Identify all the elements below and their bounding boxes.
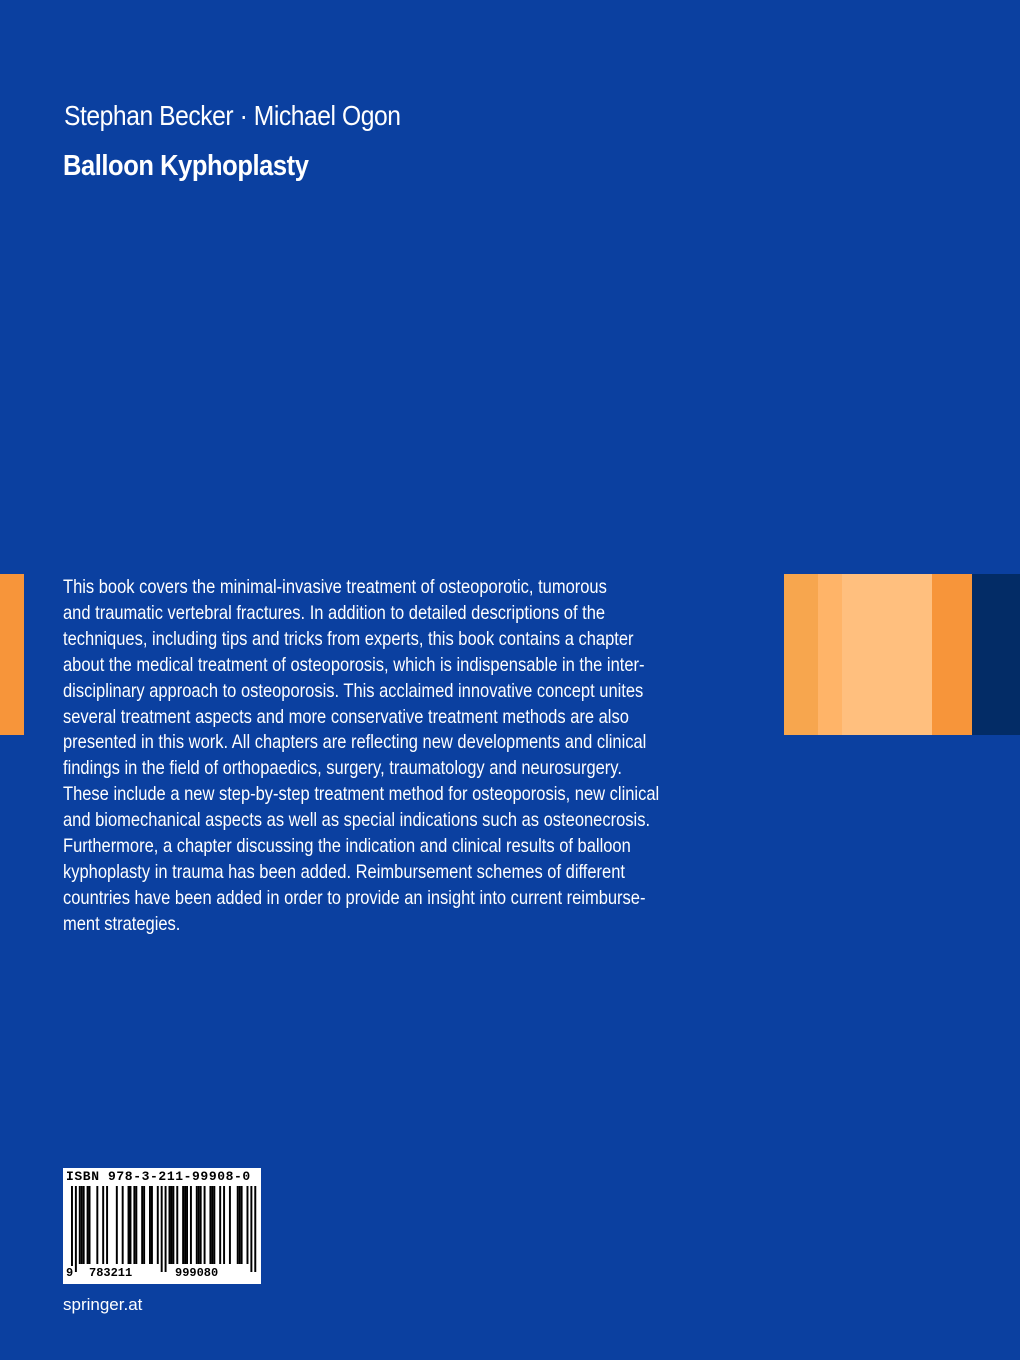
blurb-line: and biomechanical aspects as well as special indications such as osteonecrosis. — [63, 810, 651, 832]
isbn-barcode — [63, 1168, 261, 1284]
barcode-bar — [184, 1186, 186, 1264]
barcode-bar — [161, 1186, 163, 1272]
stripe-3 — [842, 574, 932, 735]
stripe-1 — [784, 574, 818, 735]
barcode-bar — [157, 1186, 159, 1264]
barcode-bar — [143, 1186, 145, 1264]
authors: Stephan Becker · Michael Ogon — [64, 100, 401, 131]
barcode-bar — [75, 1186, 77, 1272]
description-blurb — [63, 575, 682, 938]
blurb-line: countries have been added in order to provide an insight into current reimburse- — [63, 887, 646, 909]
blurb-line: These include a new step-by-step treatment method for osteoporosis, new clinical — [63, 784, 660, 806]
barcode-bar — [229, 1186, 231, 1264]
barcode-bar — [135, 1186, 137, 1264]
ean-left-group: 783211 — [89, 1266, 133, 1280]
barcode-bar — [182, 1186, 184, 1264]
barcode-bar — [169, 1186, 171, 1264]
barcode-bar — [211, 1186, 213, 1264]
barcode-bar — [151, 1186, 153, 1264]
barcode-bar — [71, 1186, 73, 1272]
ean-first-digit: 9 — [66, 1266, 74, 1280]
barcode-bar — [241, 1186, 243, 1264]
isbn-label: ISBN 978-3-211-99908-0 — [66, 1169, 251, 1184]
color-stripes — [784, 574, 1020, 735]
barcode-bar — [81, 1186, 83, 1264]
blurb-line: about the medical treatment of osteoporosis, which is indispensable in the inter- — [63, 654, 645, 676]
barcode-bar — [96, 1186, 98, 1264]
blurb-line: kyphoplasty in trauma has been added. Reimbursement schemes of different — [63, 861, 625, 883]
stripe-4 — [932, 574, 972, 735]
barcode-bar — [247, 1186, 249, 1264]
blurb-line: ment strategies. — [63, 913, 181, 935]
blurb-line: disciplinary approach to osteoporosis. This acclaimed innovative concept unites — [63, 680, 644, 702]
barcode-bar — [190, 1186, 192, 1264]
barcode-bar — [223, 1186, 225, 1264]
barcode-bar — [122, 1186, 124, 1264]
blurb-line: findings in the field of orthopaedics, surgery, traumatology and neurosurgery. — [63, 758, 622, 780]
blurb-line: techniques, including tips and tricks from experts, this book contains a chapter — [63, 628, 634, 650]
barcode-bar — [250, 1186, 252, 1272]
barcode-bar — [165, 1186, 167, 1272]
book-title: Balloon Kyphoplasty — [63, 150, 309, 182]
barcode-bar — [170, 1186, 172, 1264]
blurb-line: several treatment aspects and more conservative treatment methods are also — [63, 706, 629, 728]
barcode-bar — [87, 1186, 89, 1264]
blurb-line: This book covers the minimal-invasive treatment of osteoporotic, tumorous — [63, 577, 607, 598]
barcode-bar — [79, 1186, 81, 1264]
blurb-line: and traumatic vertebral fractures. In addition to detailed descriptions of the — [63, 602, 606, 624]
barcode-bar — [198, 1186, 200, 1264]
barcode-bar — [213, 1186, 215, 1264]
barcode-bar — [128, 1186, 130, 1264]
barcode-bar — [176, 1186, 178, 1264]
barcode-bar — [204, 1186, 206, 1264]
barcode-bar — [102, 1186, 104, 1264]
ean-right-group: 999080 — [175, 1266, 219, 1280]
barcode-bar — [254, 1186, 256, 1272]
barcode-bar — [186, 1186, 188, 1264]
barcode-bar — [141, 1186, 143, 1264]
barcode-bar — [237, 1186, 239, 1264]
stripe-2 — [818, 574, 842, 735]
barcode-bar — [172, 1186, 174, 1264]
barcode-bar — [133, 1186, 135, 1264]
barcode-bar — [83, 1186, 85, 1264]
blurb-line: Furthermore, a chapter discussing the indication and clinical results of balloon — [63, 836, 631, 858]
barcode-bar — [196, 1186, 198, 1264]
barcode-bar — [219, 1186, 221, 1264]
barcode-bars — [63, 1186, 261, 1272]
barcode-bar — [106, 1186, 108, 1264]
publisher-url: springer.at — [63, 1295, 143, 1314]
barcode-bar — [200, 1186, 202, 1264]
barcode-bar — [209, 1186, 211, 1264]
barcode-bar — [130, 1186, 132, 1264]
blurb-line: presented in this work. All chapters are reflecting new developments and clinical — [63, 732, 647, 754]
barcode-bar — [239, 1186, 241, 1264]
stripe-5 — [972, 574, 1020, 735]
barcode-bar — [89, 1186, 91, 1264]
barcode-bar — [149, 1186, 151, 1264]
barcode-bar — [116, 1186, 118, 1264]
left-orange-tab — [0, 574, 24, 735]
